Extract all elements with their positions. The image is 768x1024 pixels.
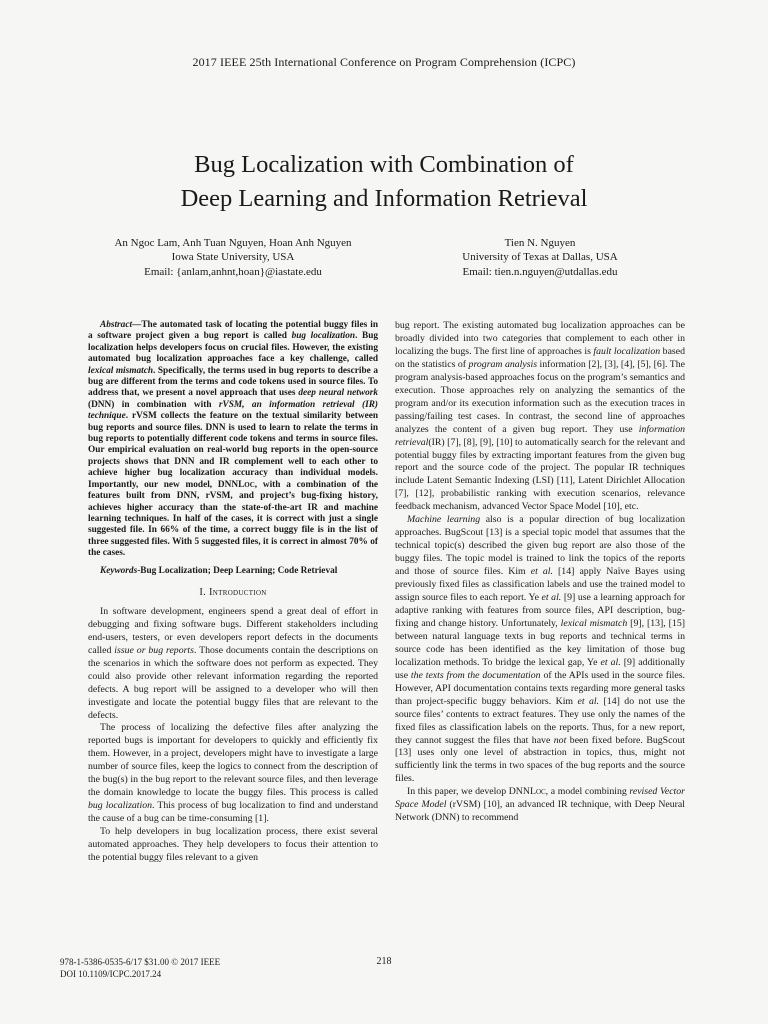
- body-text: bug report. The existing automated bug localization approaches can be broadly divided into two categories that complement to each other in localizing the bugs. The first line of approaches is: [395, 320, 685, 357]
- abstract-label: Abstract: [100, 320, 133, 330]
- body-emphasis: information retrieval: [395, 423, 685, 448]
- body-emphasis: bug localization: [88, 800, 153, 812]
- body-text: of the APIs used in the source files. However, API documentation contains texts regarding more general tasks than project-specific buggy behaviors. Kim: [395, 669, 686, 707]
- body-emphasis: et al.: [530, 566, 553, 578]
- section-title: Introduction: [209, 586, 267, 598]
- body-emphasis: revised Vector Space Model: [395, 786, 685, 811]
- section-number: I.: [199, 586, 207, 598]
- body-text: . This process of bug localization to find and understand the cause of a bug can be time-consuming [1].: [88, 800, 378, 825]
- model-name: DNNLoc: [217, 479, 255, 490]
- abstract-text: (DNN) in combination with: [88, 399, 219, 410]
- body-text: information [2], [3], [4], [5], [6]. The program analysis-based approaches focus on the program’s semantics and execution. Those approaches rely on analyzing the semantics of the program and/or its execution information such as the execution traces in passing/failing test cases. In contrast, the second line of approaches analyzes the content of a given bug report. They use: [395, 358, 685, 435]
- body-emphasis: et al.: [541, 592, 562, 604]
- body-paragraph: [88, 606, 378, 723]
- body-emphasis: et al.: [600, 656, 621, 668]
- isbn-line: 978-1-5386-0535-6/17 $31.00 © 2017 IEEE: [60, 957, 221, 967]
- body-text: , a model combining: [545, 786, 630, 798]
- paper-title: [0, 148, 768, 216]
- right-column: [395, 320, 685, 825]
- author-affiliation: Iowa State University, USA: [171, 251, 295, 264]
- model-name: DNNLoc: [508, 786, 546, 798]
- body-text: also is a popular direction of bug localization approaches. BugScout [13] is a special topic model that assumes that the technical topic(s) described the given bug report are also those of the buggy files. The topic model is trained to link the topics of the reports and those of source files. Kim: [395, 514, 685, 578]
- body-text: In software development, engineers spend a great deal of effort in debugging and fixing software bugs. Different stakeholders including end-users, testers, or even developers report defects in the documents called: [88, 605, 378, 656]
- abstract-emphasis: lexical mismatch: [88, 365, 154, 376]
- body-paragraph: [395, 786, 685, 825]
- title-line-2: Deep Learning and Information Retrieval: [180, 185, 588, 212]
- abstract: [88, 320, 378, 577]
- abstract-emphasis: deep neural network: [298, 388, 378, 399]
- body-text: [9] additionally use: [395, 656, 685, 681]
- abstract-text: . Bug localization helps developers focus on crucial files. However, the existing automated bug localization approaches face a key challenge, called: [88, 331, 379, 365]
- keywords-label: Keywords: [100, 565, 138, 576]
- abstract-text: . rVSM collects the feature on the textual similarity between bug reports and source files. DNN is used to learn to relate the terms in bug reports to potentially different code tokens and terms in source files. Our empirical evaluation on real-world bug reports in the open-source projects shows that DNN and IR complement well to each other to achieve higher bug localization accuracy than individual models. Importantly, our new model,: [88, 411, 378, 490]
- keywords-text: -Bug Localization; Deep Learning; Code Retrieval: [137, 565, 338, 576]
- body-text: [9] use a learning approach for adaptive ranking with features from source files, API description, bug-fixing and change history. Unfortunately,: [395, 592, 686, 629]
- section-heading: [88, 587, 378, 600]
- abstract-text: The automated task of locating the potential buggy files in a software project given a bug report is called: [88, 320, 378, 342]
- abstract-text: . Specifically, the terms used in bug reports to describe a bug are different from the terms and code tokens used in source files. To address that, we present a novel approach that uses: [88, 365, 378, 399]
- keywords: [88, 566, 378, 577]
- abstract-dash: —: [132, 320, 142, 330]
- body-text: [14] apply Naïve Bayes using previously fixed files as classification labels and use the trained model to assign source files to each report. Ye: [395, 566, 685, 604]
- body-paragraph: [395, 320, 685, 514]
- author-block-1: [88, 236, 378, 279]
- author-names: Tien N. Nguyen: [504, 237, 576, 249]
- abstract-paragraph: [88, 320, 378, 560]
- body-text: based on the statistics of: [395, 345, 685, 370]
- body-text: been fixed before. BugScout [13] uses only one level of abstraction in topics, thus, might not sufficiently link the terms in two spaces of the bug reports and the source files.: [395, 734, 685, 785]
- page-number: 218: [376, 956, 392, 967]
- body-text: To help developers in bug localization process, there exist several automated approaches. They help developers to focus their attention to the potential buggy files relevant to a given: [88, 826, 378, 863]
- body-text: . Those documents contain the descriptions on the scenarios in which the software does not perform as expected. They could also provide other relevant information regarding the reported defects. A bug report will be assigned to a developer who will then investigate and locate the potential buggy files that are relevant to the defects.: [88, 644, 378, 721]
- author-email: Email: tien.n.nguyen@utdallas.edu: [462, 265, 618, 278]
- left-column: [88, 320, 378, 865]
- body-text: (IR) [7], [8], [9], [10] to automatically search for the relevant and potential buggy files by extracting important features from the given bug report and the source code of the project. The popular IR techniques include Latent Semantic Indexing (LSI) [11], Latent Dirichlet Allocation [7], [12], probabilistic ranking with execution scenarios, relevance feedback mechanism, advanced Vector Space Model [10], etc.: [395, 436, 685, 513]
- body-paragraph: [88, 722, 378, 826]
- body-text: [9], [13], [15] between natural language texts in bug reports and technical terms in source code has been identified as the key limitation of those bug localization methods. To bridge the lexical gap, Ye: [395, 617, 685, 668]
- abstract-text: , with a combination of the features built from DNN, rVSM, and project’s bug-fixing history, achieves higher accuracy than the state-of-the-art IR and machine learning techniques. In half of the cases, it is correct with just a single suggested file. In 66% of the time, a correct buggy file is in the list of three suggested files. With 5 suggested files, it is correct in almost 70% of the cases.: [88, 479, 378, 559]
- body-emphasis: lexical mismatch: [560, 617, 628, 629]
- abstract-emphasis: rVSM, an information retrieval (IR) technique: [88, 399, 378, 422]
- body-text: In this paper, we develop: [407, 786, 509, 798]
- body-emphasis: the texts from the documentation: [410, 669, 541, 681]
- author-block-2: [395, 236, 685, 279]
- body-text: (rVSM) [10], an advanced IR technique, with Deep Neural Network (DNN) to recommend: [395, 799, 685, 824]
- author-names: An Ngoc Lam, Anh Tuan Nguyen, Hoan Anh Nguyen: [114, 237, 352, 249]
- body-emphasis: issue or bug reports: [114, 644, 194, 656]
- body-emphasis: fault localization: [593, 345, 661, 357]
- body-emphasis: Machine learning: [407, 514, 481, 526]
- title-line-1: Bug Localization with Combination of: [194, 151, 574, 178]
- body-text: The process of localizing the defective files after analyzing the reported bugs is important for developers to quickly and efficiently fix them. However, in a project, developers might have to investigate a large number of source files, keep the logics to connect from the description of the bug(s) in the bug report to the relevant source files, and then leverage the domain knowledge to locate the buggy files. This process is called: [88, 722, 378, 799]
- body-paragraph: [395, 514, 685, 786]
- abstract-emphasis: bug localization: [291, 331, 356, 342]
- body-emphasis: not: [553, 734, 567, 746]
- doi-line: DOI 10.1109/ICPC.2017.24: [60, 969, 162, 979]
- body-emphasis: et al.: [577, 695, 600, 707]
- body-emphasis: program analysis: [468, 358, 538, 370]
- author-affiliation: University of Texas at Dallas, USA: [462, 251, 618, 264]
- body-paragraph: [88, 826, 378, 865]
- author-email: Email: {anlam,anhnt,hoan}@iastate.edu: [144, 265, 322, 278]
- body-text: [14] do not use the source files’ contents to extract features. They use only the names of the fixed files as classification labels on the reports. Thus, for a new report, they cannot suggest the files that have: [395, 695, 685, 746]
- conference-header: 2017 IEEE 25th International Conference on Program Comprehension (ICPC): [192, 55, 576, 69]
